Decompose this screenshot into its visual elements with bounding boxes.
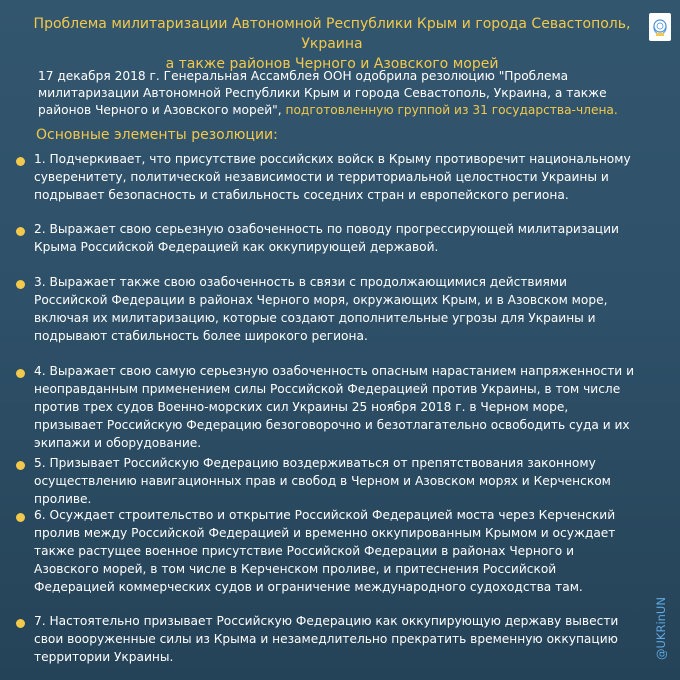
resolution-item-7: 7. Настоятельно призывает Российскую Федерацию как оккупирующую державу вывести свои вооруженные силы из Крыма и незамедлительно прекратить временную оккупацию территории Украины. bbox=[34, 614, 619, 664]
un-emblem-glyph bbox=[651, 16, 669, 38]
un-emblem-icon bbox=[649, 13, 671, 41]
bullet-icon bbox=[16, 619, 25, 628]
bullet-icon bbox=[16, 513, 25, 522]
intro-highlight: подготовленную группой из 31 государства-члена. bbox=[281, 103, 618, 117]
resolution-item-2: 2. Выражает свою серьезную озабоченность по поводу прогрессирующей милитаризации Крыма Российской Федерацией как оккупирующей державой. bbox=[34, 222, 619, 254]
resolution-item-1: 1. Подчеркивает, что присутствие российских войск в Крыму противоречит национальному суверенитету, политической независимости и территориальной целостности Украины и подрывает безопасность и стабильность соседних стран и европейского региона. bbox=[34, 152, 631, 202]
title-line-1: Проблема милитаризации Автономной Республики Крым и города Севастополь, Украина bbox=[33, 16, 631, 52]
bullet-icon bbox=[16, 280, 25, 289]
twitter-handle: @UKRinUN bbox=[654, 597, 668, 660]
resolution-item-5: 5. Призывает Российскую Федерацию воздерживаться от препятствования законному осуществлению навигационных прав и свобод в Черном и Азовском морях и Керченском проливе. bbox=[34, 456, 611, 506]
intro-paragraph bbox=[38, 68, 638, 119]
bullet-icon bbox=[16, 227, 25, 236]
page-title bbox=[24, 14, 640, 74]
intro-text: 17 декабря 2018 г. Генеральная Ассамблея ООН одобрила резолюцию "Проблема милитаризации Автономной Республики Крым и города Севастополь, Украина, а также районов Черного и Азовского морей", bbox=[38, 69, 607, 117]
bullet-icon bbox=[16, 369, 25, 378]
bullet-icon bbox=[16, 461, 25, 470]
resolution-item-3: 3. Выражает также свою озабоченность в связи с продолжающимися действиями Российской Федерации в районах Черного моря, окружающих Крым, и в Азовском море, включая их милитаризацию, которые создают дополнительные угрозы для Украины и подрывают стабильность более широкого региона. bbox=[34, 275, 608, 343]
title-line-2: а также районов Черного и Азовского морей bbox=[165, 56, 499, 72]
resolution-item-4: 4. Выражает свою самую серьезную озабоченность опасным нарастанием напряженности и неоправданным применением силы Российской Федерацией против Украины, в том числе против трех судов Военно-морских сил Украины 25 ноября 2018 г. в Черном море, призывает Российскую Федерацию безоговорочно и безотлагательно освободить суда и их экипажи и оборудование. bbox=[34, 364, 635, 450]
section-heading: Основные элементы резолюции: bbox=[36, 127, 278, 143]
resolution-item-6: 6. Осуждает строительство и открытие Российской Федерацией моста через Керченский пролив между Российской Федерацией и временно оккупированным Крымом и осуждает также растущее военное присутствие Российской Федерации в районах Черного и Азовского морей, в том числе в Керченском проливе, и притеснения Российской Федерацией коммерческих судов и ограничение международного судоходства там. bbox=[34, 508, 616, 594]
bullet-icon bbox=[16, 157, 25, 166]
